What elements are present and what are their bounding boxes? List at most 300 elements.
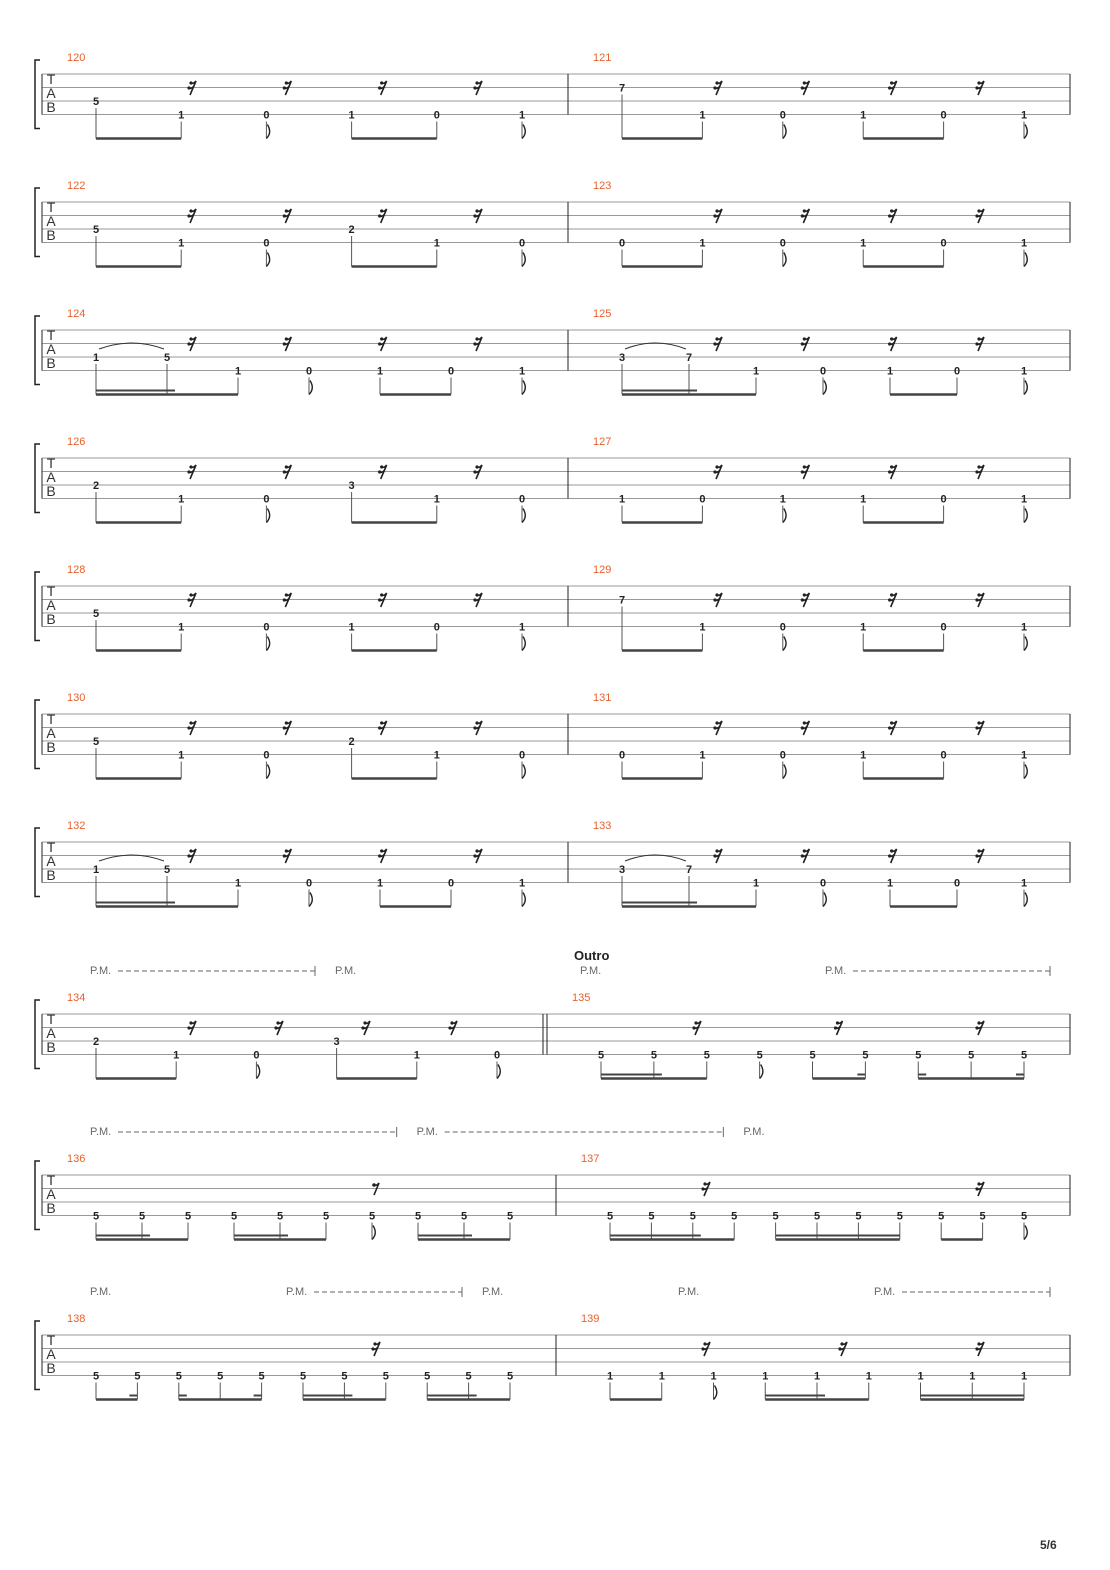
rest-dot (975, 1347, 978, 1350)
rest-dot (378, 214, 381, 217)
fret-number: 1 (433, 237, 440, 250)
fret-number: 5 (175, 1370, 182, 1383)
rest-dot (701, 1187, 704, 1190)
fret-number: 1 (1020, 365, 1028, 378)
fret-number: 5 (597, 1049, 605, 1062)
fret-number: 5 (424, 1370, 431, 1383)
system-brace (35, 1000, 40, 1069)
rest-dot (187, 598, 190, 601)
rest-dot (189, 1021, 192, 1024)
fret-number: 1 (1020, 493, 1028, 506)
rest-dot (475, 849, 478, 852)
bar-number: 136 (67, 1153, 86, 1165)
fret-number: 5 (92, 224, 100, 236)
fret-number: 5 (134, 1370, 141, 1383)
tab-letter: A (46, 85, 56, 101)
rest-dot (187, 854, 190, 857)
fret-number: 3 (618, 864, 626, 876)
fret-number: 7 (618, 594, 626, 607)
rest-dot (378, 342, 381, 345)
bar-number: 135 (572, 992, 591, 1004)
bar-number: 128 (67, 564, 86, 576)
fret-number: 1 (178, 109, 185, 122)
fret-number: 5 (184, 1210, 192, 1223)
fret-number: 1 (518, 877, 526, 890)
rest-dot (803, 465, 806, 468)
fret-number: 1 (413, 1049, 420, 1062)
rest-dot (187, 726, 190, 729)
rest-dot (363, 1021, 366, 1024)
fret-number: 1 (178, 493, 185, 506)
fret-number: 1 (433, 749, 440, 762)
rest-dot (187, 214, 190, 217)
fret-number: 1 (606, 1370, 614, 1383)
rest-dot (694, 1021, 697, 1024)
bar-number: 131 (593, 692, 612, 704)
rest-dot (361, 1026, 364, 1029)
rest-dot (378, 854, 381, 857)
rest-dot (475, 465, 478, 468)
fret-number: 0 (618, 237, 626, 250)
rest-dot (380, 81, 383, 84)
rest-dot (890, 465, 893, 468)
rest-dot (473, 598, 476, 601)
rest-dot (189, 593, 192, 596)
rest-dot (285, 465, 288, 468)
rest-dot (801, 342, 804, 345)
fret-number: 5 (1020, 1049, 1028, 1062)
tab-letter: T (46, 71, 56, 87)
fret-number: 0 (263, 237, 270, 250)
rest-dot (975, 598, 978, 601)
fret-number: 5 (772, 1210, 779, 1223)
tab-letter: T (46, 711, 56, 727)
fret-number: 5 (92, 96, 100, 108)
fret-number: 0 (253, 1049, 260, 1062)
rest-dot (888, 854, 891, 857)
rest-dot (713, 726, 716, 729)
fret-number: 1 (376, 365, 384, 378)
rest-dot (890, 721, 893, 724)
system-brace (35, 60, 40, 129)
fret-number: 0 (940, 109, 947, 122)
rest-dot (803, 593, 806, 596)
fret-number: 5 (1020, 1210, 1028, 1223)
rest-dot (473, 214, 476, 217)
rest-dot (285, 337, 288, 340)
rest-dot (715, 209, 718, 212)
bar-number: 125 (593, 308, 612, 320)
rest-dot (189, 209, 192, 212)
rest-dot (715, 465, 718, 468)
rest-dot (801, 726, 804, 729)
rest-dot (473, 726, 476, 729)
bar-number: 134 (67, 992, 86, 1004)
fret-number: 5 (460, 1210, 468, 1223)
system-brace (35, 700, 40, 769)
rest-dot (378, 598, 381, 601)
rest-dot (715, 81, 718, 84)
fret-number: 0 (305, 877, 313, 890)
rest-dot (890, 849, 893, 852)
rest-dot (285, 209, 288, 212)
rest-dot (187, 342, 190, 345)
fret-number: 0 (819, 365, 827, 378)
fret-number: 2 (348, 736, 355, 748)
tab-letter: T (46, 1332, 56, 1348)
palm-mute-label: P.M. (416, 1126, 438, 1138)
tab-letter: B (46, 867, 56, 883)
rest-dot (187, 86, 190, 89)
fret-number: 1 (886, 877, 894, 890)
tab-letter: B (46, 611, 56, 627)
rest-dot (801, 854, 804, 857)
fret-number: 0 (263, 749, 270, 762)
rest-dot (285, 721, 288, 724)
bar-number: 124 (67, 308, 86, 320)
bar-number: 121 (593, 52, 612, 64)
tab-letter: T (46, 1011, 56, 1027)
fret-number: 1 (710, 1370, 717, 1383)
fret-number: 3 (333, 1036, 340, 1048)
fret-number: 1 (813, 1370, 821, 1383)
fret-number: 1 (234, 877, 242, 890)
system-brace (35, 316, 40, 385)
rest-dot (703, 1342, 706, 1345)
fret-number: 1 (1020, 621, 1028, 634)
palm-mute-label: P.M. (580, 965, 602, 977)
fret-number: 1 (917, 1370, 924, 1383)
fret-number: 5 (968, 1049, 975, 1062)
fret-number: 7 (685, 352, 693, 364)
rest-dot (475, 81, 478, 84)
rest-dot (888, 214, 891, 217)
fret-number: 5 (506, 1370, 514, 1383)
tab-letter: A (46, 1186, 56, 1202)
fret-number: 2 (92, 480, 100, 492)
rest-dot (975, 470, 978, 473)
rest-dot (187, 470, 190, 473)
fret-number: 1 (752, 877, 760, 890)
rest-dot (977, 1342, 980, 1345)
rest-dot (283, 470, 286, 473)
fret-number: 1 (518, 621, 526, 634)
rest-dot (888, 598, 891, 601)
bar-number: 130 (67, 692, 86, 704)
palm-mute-label: P.M. (482, 1286, 504, 1298)
fret-number: 1 (860, 109, 867, 122)
rest-dot (380, 209, 383, 212)
rest-dot (834, 1026, 837, 1029)
palm-mute-label: P.M. (335, 965, 357, 977)
fret-number: 0 (819, 877, 827, 890)
fret-number: 1 (860, 493, 867, 506)
fret-number: 5 (138, 1210, 146, 1223)
rest-dot (283, 342, 286, 345)
rest-dot (189, 721, 192, 724)
system-brace (35, 188, 40, 257)
system-brace (35, 828, 40, 897)
rest-dot (715, 593, 718, 596)
fret-number: 0 (447, 365, 455, 378)
rest-dot (380, 593, 383, 596)
tab-letter: T (46, 455, 56, 471)
rest-dot (701, 1347, 704, 1350)
rest-dot (890, 209, 893, 212)
tab-letter: B (46, 227, 56, 243)
rest-dot (975, 1026, 978, 1029)
system-brace (35, 572, 40, 641)
tab-letter: T (46, 839, 56, 855)
rest-dot (475, 593, 478, 596)
fret-number: 0 (433, 621, 440, 634)
rest-dot (801, 470, 804, 473)
palm-mute-label: P.M. (678, 1286, 700, 1298)
rest-dot (703, 1182, 706, 1185)
fret-number: 0 (953, 877, 961, 890)
fret-number: 0 (779, 621, 786, 634)
fret-number: 1 (348, 109, 355, 122)
rest-dot (977, 465, 980, 468)
rest-dot (473, 854, 476, 857)
fret-number: 1 (178, 749, 185, 762)
bar-number: 138 (67, 1313, 86, 1325)
fret-number: 1 (518, 365, 526, 378)
palm-mute-label: P.M. (90, 1126, 112, 1138)
fret-number: 5 (650, 1049, 657, 1062)
fret-number: 0 (518, 237, 526, 250)
fret-number: 5 (731, 1210, 738, 1223)
fret-number: 5 (230, 1210, 238, 1223)
fret-number: 1 (348, 621, 355, 634)
system-brace (35, 1321, 40, 1390)
rest-dot (380, 337, 383, 340)
bar-number: 139 (581, 1313, 600, 1325)
fret-number: 5 (163, 864, 171, 876)
fret-number: 5 (896, 1210, 903, 1223)
tab-letter: A (46, 1346, 56, 1362)
fret-number: 1 (865, 1370, 872, 1383)
fret-number: 1 (969, 1370, 976, 1383)
fret-number: 5 (163, 352, 171, 364)
tab-letter: A (46, 213, 56, 229)
fret-number: 5 (862, 1049, 869, 1062)
fret-number: 1 (699, 621, 706, 634)
rest-dot (803, 337, 806, 340)
palm-mute-label: P.M. (825, 965, 847, 977)
rest-dot (803, 209, 806, 212)
fret-number: 0 (940, 493, 947, 506)
fret-number: 5 (322, 1210, 330, 1223)
fret-number: 5 (703, 1049, 710, 1062)
rest-dot (840, 1342, 843, 1345)
fret-number: 1 (234, 365, 242, 378)
fret-number: 0 (779, 749, 786, 762)
rest-dot (285, 81, 288, 84)
fret-number: 5 (299, 1370, 307, 1383)
fret-number: 0 (940, 749, 947, 762)
bar-number: 133 (593, 820, 612, 832)
fret-number: 1 (1020, 1370, 1028, 1383)
fret-number: 7 (618, 82, 626, 95)
tab-letter: T (46, 1172, 56, 1188)
rest-dot (977, 337, 980, 340)
fret-number: 5 (92, 608, 100, 620)
rest-dot (475, 209, 478, 212)
rest-dot (371, 1347, 374, 1350)
fret-number: 5 (341, 1370, 348, 1383)
rest-dot (285, 593, 288, 596)
fret-number: 1 (618, 493, 626, 506)
rest-dot (975, 342, 978, 345)
rest-dot (713, 854, 716, 857)
rest-dot (801, 598, 804, 601)
fret-number: 0 (263, 493, 270, 506)
tab-letter: T (46, 327, 56, 343)
rest-dot (977, 1021, 980, 1024)
fret-number: 1 (173, 1049, 180, 1062)
bar-number: 123 (593, 180, 612, 192)
fret-number: 1 (433, 493, 440, 506)
fret-number: 2 (92, 1036, 100, 1048)
tab-letter: B (46, 1360, 56, 1376)
tab-letter: A (46, 597, 56, 613)
fret-number: 3 (348, 480, 355, 492)
tab-letter: B (46, 355, 56, 371)
bar-number: 129 (593, 564, 612, 576)
system-brace (35, 444, 40, 513)
fret-number: 1 (762, 1370, 769, 1383)
fret-number: 1 (92, 864, 100, 876)
rest-dot (380, 849, 383, 852)
rest-dot (715, 849, 718, 852)
rest-dot (713, 342, 716, 345)
bar-number: 137 (581, 1153, 600, 1165)
fret-number: 5 (689, 1210, 696, 1223)
fret-number: 5 (92, 1210, 100, 1223)
rest-dot (713, 598, 716, 601)
fret-number: 1 (178, 621, 185, 634)
fret-number: 5 (276, 1210, 284, 1223)
fret-number: 1 (860, 621, 867, 634)
rest-dot (890, 337, 893, 340)
fret-number: 5 (756, 1049, 763, 1062)
rest-dot (715, 337, 718, 340)
fret-number: 1 (92, 352, 100, 364)
bar-number: 120 (67, 52, 86, 64)
fret-number: 1 (1020, 109, 1028, 122)
tab-letter: B (46, 99, 56, 115)
fret-number: 5 (92, 736, 100, 748)
fret-number: 5 (414, 1210, 422, 1223)
rest-dot (285, 849, 288, 852)
fret-number: 0 (263, 621, 270, 634)
rest-dot (187, 1026, 190, 1029)
rest-dot (977, 849, 980, 852)
tab-letter: B (46, 483, 56, 499)
fret-number: 5 (465, 1370, 472, 1383)
rest-dot (977, 1182, 980, 1185)
rest-dot (378, 86, 381, 89)
fret-number: 5 (606, 1210, 614, 1223)
fret-number: 0 (618, 749, 626, 762)
fret-number: 1 (658, 1370, 665, 1383)
fret-number: 1 (518, 109, 526, 122)
fret-number: 3 (618, 352, 626, 364)
rest-dot (890, 593, 893, 596)
fret-number: 7 (685, 864, 693, 876)
fret-number: 1 (699, 109, 706, 122)
rest-dot (713, 86, 716, 89)
fret-number: 5 (368, 1210, 376, 1223)
section-label: Outro (574, 948, 610, 963)
rest-dot (975, 86, 978, 89)
rest-dot (372, 1183, 376, 1187)
page-number: 5/6 (1040, 1538, 1057, 1552)
fret-number: 1 (752, 365, 760, 378)
palm-mute-label: P.M. (90, 965, 112, 977)
fret-number: 1 (699, 749, 706, 762)
fret-number: 0 (779, 237, 786, 250)
palm-mute-label: P.M. (743, 1126, 765, 1138)
fret-number: 1 (1020, 749, 1028, 762)
rest-dot (380, 465, 383, 468)
rest-dot (380, 721, 383, 724)
rest-dot (450, 1021, 453, 1024)
rest-dot (888, 342, 891, 345)
fret-number: 0 (953, 365, 961, 378)
rest-dot (975, 214, 978, 217)
rest-dot (283, 598, 286, 601)
rest-dot (975, 1187, 978, 1190)
rest-dot (975, 726, 978, 729)
rest-dot (801, 214, 804, 217)
fret-number: 0 (433, 109, 440, 122)
fret-number: 1 (886, 365, 894, 378)
fret-number: 5 (809, 1049, 816, 1062)
tab-letter: A (46, 853, 56, 869)
rest-dot (189, 849, 192, 852)
rest-dot (975, 854, 978, 857)
rest-dot (715, 721, 718, 724)
fret-number: 1 (779, 493, 786, 506)
fret-number: 5 (92, 1370, 100, 1383)
fret-number: 5 (258, 1370, 265, 1383)
tab-letter: T (46, 199, 56, 215)
fret-number: 1 (1020, 237, 1028, 250)
fret-number: 0 (493, 1049, 501, 1062)
fret-number: 0 (447, 877, 455, 890)
rest-dot (283, 854, 286, 857)
tab-letter: T (46, 583, 56, 599)
rest-dot (803, 81, 806, 84)
rest-dot (801, 86, 804, 89)
rest-dot (713, 214, 716, 217)
fret-number: 5 (813, 1210, 821, 1223)
bar-number: 127 (593, 436, 612, 448)
fret-number: 5 (915, 1049, 922, 1062)
fret-number: 1 (376, 877, 384, 890)
tab-letter: A (46, 341, 56, 357)
rest-dot (838, 1347, 841, 1350)
palm-mute-label: P.M. (874, 1286, 896, 1298)
rest-dot (473, 470, 476, 473)
rest-dot (977, 593, 980, 596)
rest-dot (274, 1026, 277, 1029)
tab-letter: A (46, 725, 56, 741)
bar-number: 132 (67, 820, 86, 832)
rest-dot (977, 721, 980, 724)
